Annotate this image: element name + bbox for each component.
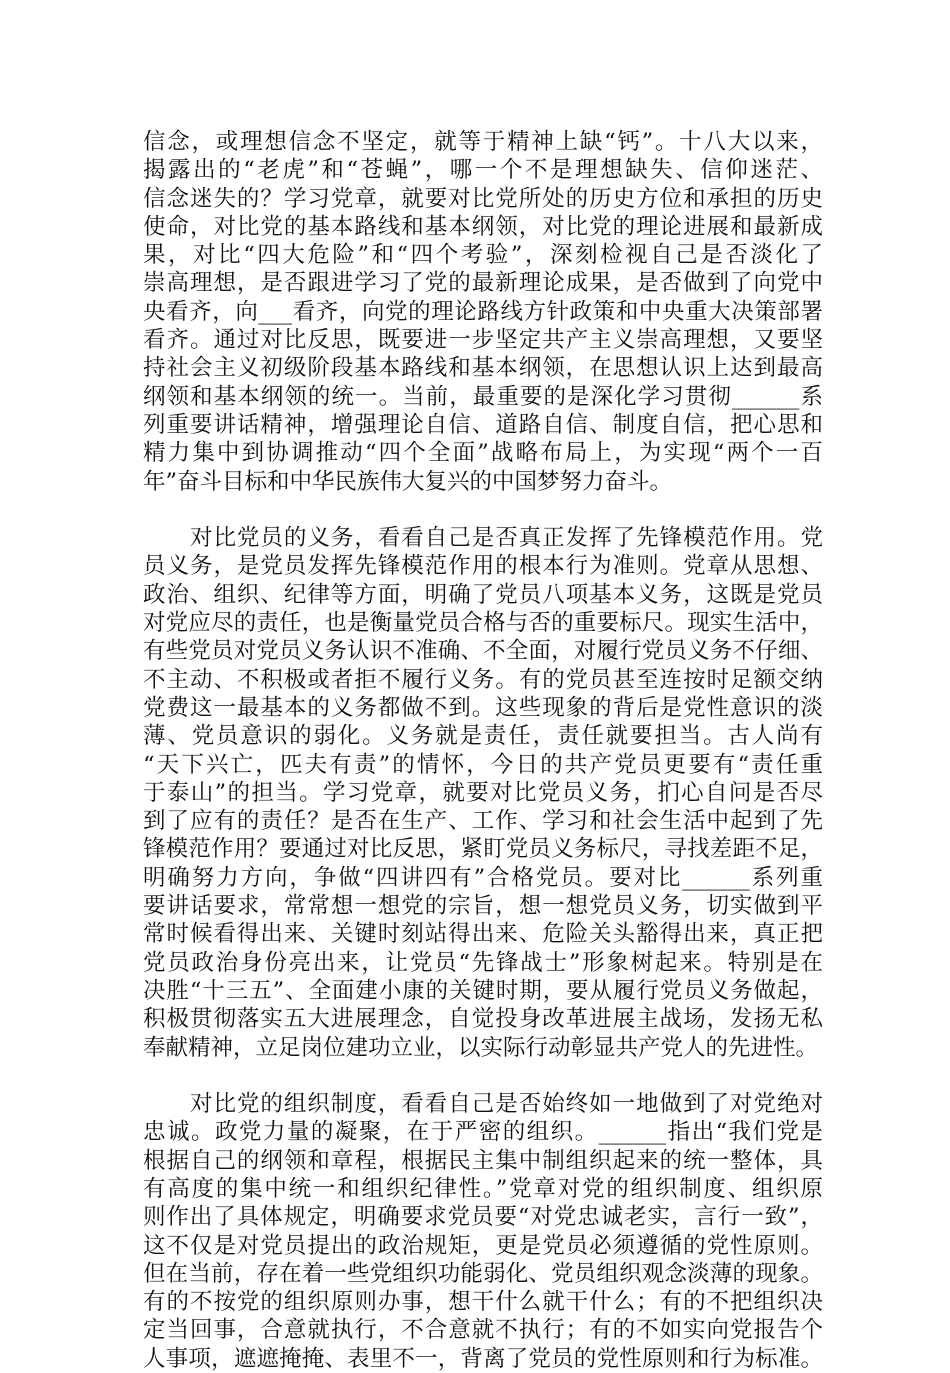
text-line: 纲领和基本纲领的统一。当前，最重要的是深化学习贯彻______系 <box>143 383 823 410</box>
text-line: 但在当前，存在着一些党组织功能弱化、党员组织观念淡薄的现象。 <box>143 1260 823 1287</box>
text-line: 崇高理想，是否跟进学习了党的最新理论成果，是否做到了向党中 <box>143 270 823 297</box>
text-line: 常时候看得出来、关键时刻站得出来、危险关头豁得出来，真正把 <box>143 921 823 948</box>
text-line: 年”奋斗目标和中华民族伟大复兴的中国梦努力奋斗。 <box>143 468 673 495</box>
text-line: 政治、组织、纪律等方面，明确了党员八项基本义务，这既是党员 <box>143 581 823 608</box>
text-line: 奉献精神，立足岗位建功立业，以实际行动彰显共产党人的先进性。 <box>143 1034 819 1061</box>
text-line: 精力集中到协调推动“四个全面”战略布局上，为实现“两个一百 <box>143 440 823 467</box>
text-line: 对党应尽的责任，也是衡量党员合格与否的重要标尺。现实生活中， <box>143 610 823 637</box>
text-line: 有些党员对党员义务认识不准确、不全面，对履行党员义务不仔细、 <box>143 638 823 665</box>
text-line: 信念迷失的？学习党章，就要对比党所处的历史方位和承担的历史 <box>143 185 823 212</box>
text-line: 人事项，遮遮掩掩、表里不一，背离了党员的党性原则和行为标准。 <box>143 1345 823 1372</box>
text-line: 薄、党员意识的弱化。义务就是责任，责任就要担当。古人尚有 <box>143 723 823 750</box>
text-line: 果，对比“四大危险”和“四个考验”，深刻检视自己是否淡化了 <box>143 242 823 269</box>
text-line: 央看齐，向___看齐，向党的理论路线方针政策和中央重大决策部署 <box>143 298 823 325</box>
paragraph-2 <box>143 524 823 1062</box>
text-line: 积极贯彻落实五大进展理念，自觉投身改革进展主战场，发扬无私 <box>143 1006 823 1033</box>
text-line: 党费这一最基本的义务都做不到。这些现象的背后是党性意识的淡 <box>143 694 823 721</box>
text-line: 信念，或理想信念不坚定，就等于精神上缺“钙”。十八大以来， <box>143 129 823 155</box>
paragraph-gap <box>143 1062 823 1090</box>
paragraph-gap <box>143 496 823 524</box>
text-line: “天下兴亡，匹夫有责”的情怀，今日的共产党员更要有“责任重 <box>143 751 823 778</box>
paragraph-1 <box>143 128 823 496</box>
text-line: 则作出了具体规定，明确要求党员要“对党忠诚老实，言行一致”， <box>143 1204 823 1231</box>
paragraph-3 <box>143 1090 823 1373</box>
text-line: 使命，对比党的基本路线和基本纲领，对比党的理论进展和最新成 <box>143 213 823 240</box>
text-line: 持社会主义初级阶段基本路线和基本纲领，在思想认识上达到最高 <box>143 355 823 382</box>
text-line: 要讲话要求，常常想一想党的宗旨，想一想党员义务，切实做到平 <box>143 893 823 920</box>
document-body <box>143 128 823 1373</box>
text-line: 于泰山”的担当。学习党章，就要对比党员义务，扪心自问是否尽 <box>143 779 823 806</box>
text-line: 决胜“十三五”、全面建小康的关键时期，要从履行党员义务做起， <box>143 977 823 1004</box>
text-line: 这不仅是对党员提出的政治规矩，更是党员必须遵循的党性原则。 <box>143 1232 823 1259</box>
text-line: 忠诚。政党力量的凝聚，在于严密的组织。______指出“我们党是 <box>143 1119 823 1146</box>
text-line: 有高度的集中统一和组织纪律性。”党章对党的组织制度、组织原 <box>143 1175 823 1202</box>
text-line: 对比党员的义务，看看自己是否真正发挥了先锋模范作用。党 <box>143 525 823 552</box>
text-line: 看齐。通过对比反思，既要进一步坚定共产主义崇高理想，又要坚 <box>143 327 823 354</box>
text-line: 明确努力方向，争做“四讲四有”合格党员。要对比______系列重 <box>143 864 823 891</box>
text-line: 不主动、不积极或者拒不履行义务。有的党员甚至连按时足额交纳 <box>143 666 823 693</box>
text-line: 员义务，是党员发挥先锋模范作用的根本行为准则。党章从思想、 <box>143 553 823 580</box>
text-line: 根据自己的纲领和章程，根据民主集中制组织起来的统一整体，具 <box>143 1147 823 1174</box>
text-line: 到了应有的责任？是否在生产、工作、学习和社会生活中起到了先 <box>143 808 823 835</box>
text-line: 锋模范作用？要通过对比反思，紧盯党员义务标尺，寻找差距不足， <box>143 836 823 863</box>
text-line: 对比党的组织制度，看看自己是否始终如一地做到了对党绝对 <box>143 1091 823 1118</box>
text-line: 揭露出的“老虎”和“苍蝇”，哪一个不是理想缺失、信仰迷茫、 <box>143 157 823 184</box>
text-line: 定当回事，合意就执行，不合意就不执行；有的不如实向党报告个 <box>143 1317 823 1344</box>
text-line: 有的不按党的组织原则办事，想干什么就干什么；有的不把组织决 <box>143 1289 823 1316</box>
text-line: 党员政治身份亮出来，让党员“先锋战士”形象树起来。特别是在 <box>143 949 823 976</box>
text-line: 列重要讲话精神，增强理论自信、道路自信、制度自信，把心思和 <box>143 411 823 438</box>
